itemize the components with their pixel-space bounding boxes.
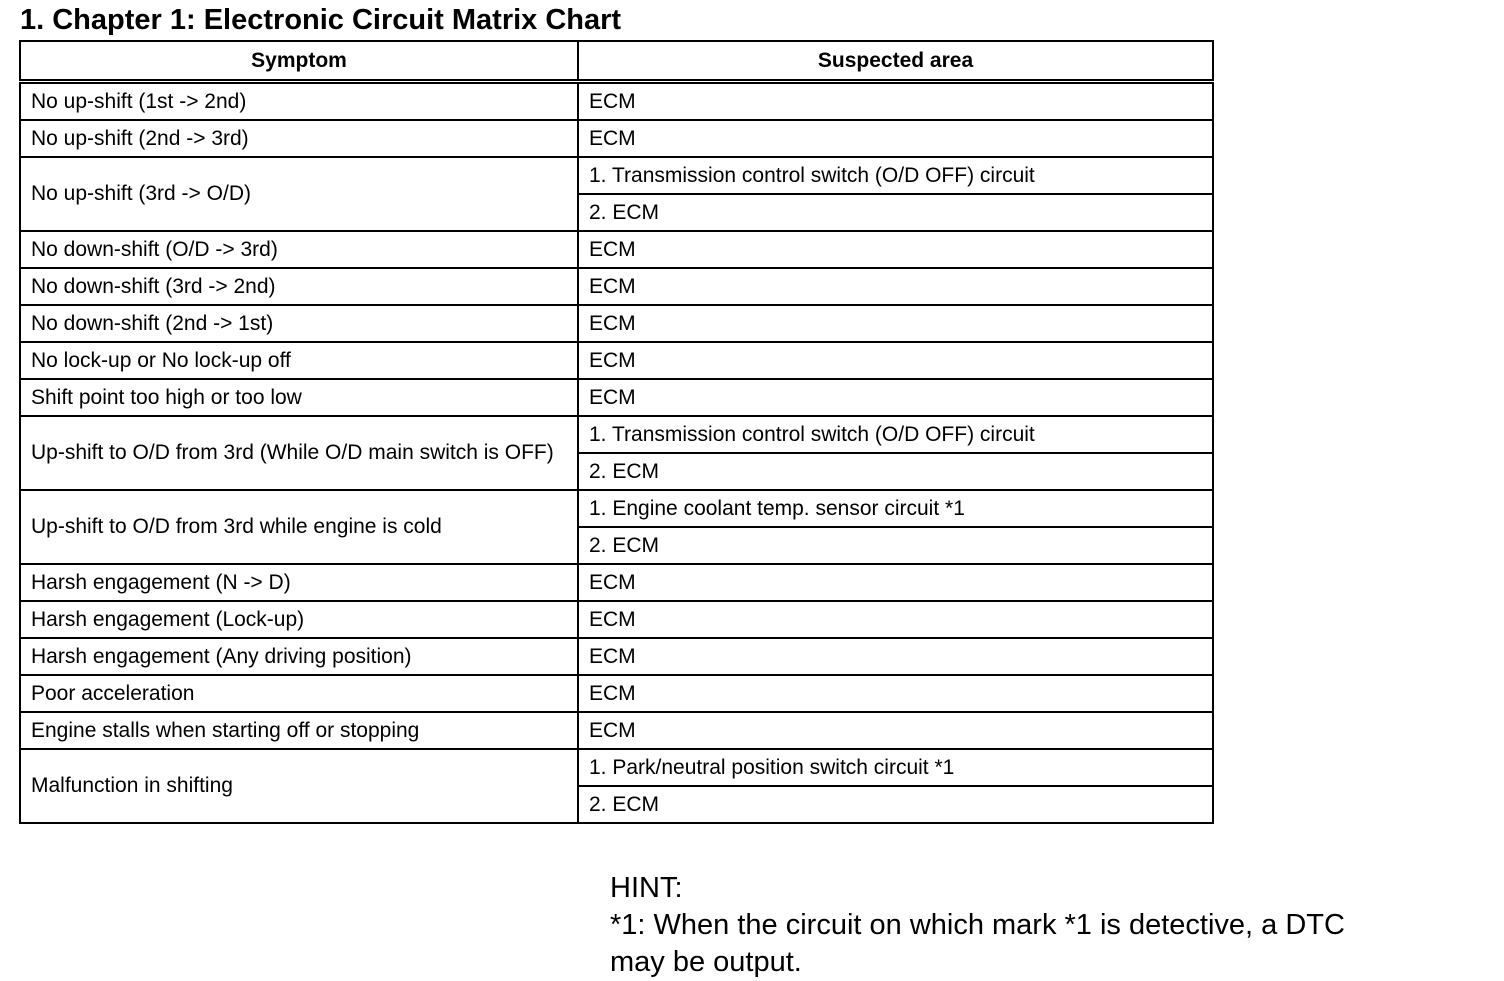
table-header-row bbox=[20, 41, 1213, 82]
table-row bbox=[20, 120, 1213, 157]
table-body bbox=[20, 82, 1213, 824]
table-row bbox=[20, 638, 1213, 675]
symptom-cell: Up-shift to O/D from 3rd while engine is cold bbox=[20, 490, 578, 564]
hint-note bbox=[610, 870, 1345, 981]
symptom-cell: Up-shift to O/D from 3rd (While O/D main switch is OFF) bbox=[20, 416, 578, 490]
symptom-cell: No up-shift (3rd -> O/D) bbox=[20, 157, 578, 231]
suspected-area-cell: 2. ECM bbox=[578, 194, 1213, 231]
hint-label: HINT: bbox=[610, 872, 683, 904]
hint-line-2: may be output. bbox=[610, 946, 802, 978]
suspected-area-cell: 1. Engine coolant temp. sensor circuit *1 bbox=[578, 490, 1213, 527]
table-row bbox=[20, 490, 1213, 527]
column-header-symptom: Symptom bbox=[20, 41, 578, 82]
symptom-cell: Harsh engagement (Any driving position) bbox=[20, 638, 578, 675]
suspected-area-cell: ECM bbox=[578, 120, 1213, 157]
symptom-cell: Shift point too high or too low bbox=[20, 379, 578, 416]
symptom-cell: No up-shift (2nd -> 3rd) bbox=[20, 120, 578, 157]
table-row bbox=[20, 416, 1213, 453]
table-row bbox=[20, 712, 1213, 749]
table-row bbox=[20, 82, 1213, 121]
symptom-cell: No up-shift (1st -> 2nd) bbox=[20, 82, 578, 121]
table-row bbox=[20, 268, 1213, 305]
table-row bbox=[20, 564, 1213, 601]
suspected-area-cell: 1. Park/neutral position switch circuit *1 bbox=[578, 749, 1213, 786]
symptom-cell: Harsh engagement (N -> D) bbox=[20, 564, 578, 601]
suspected-area-cell: ECM bbox=[578, 342, 1213, 379]
suspected-area-cell: ECM bbox=[578, 82, 1213, 121]
suspected-area-cell: ECM bbox=[578, 231, 1213, 268]
table-row bbox=[20, 231, 1213, 268]
suspected-area-cell: 2. ECM bbox=[578, 786, 1213, 823]
table-row bbox=[20, 379, 1213, 416]
page-title: 1. Chapter 1: Electronic Circuit Matrix Chart bbox=[20, 4, 622, 36]
hint-line-1: *1: When the circuit on which mark *1 is detective, a DTC bbox=[610, 909, 1345, 941]
table-row bbox=[20, 342, 1213, 379]
symptom-cell: No down-shift (3rd -> 2nd) bbox=[20, 268, 578, 305]
suspected-area-cell: ECM bbox=[578, 675, 1213, 712]
symptom-cell: No down-shift (2nd -> 1st) bbox=[20, 305, 578, 342]
suspected-area-cell: 1. Transmission control switch (O/D OFF) circuit bbox=[578, 157, 1213, 194]
table-row bbox=[20, 157, 1213, 194]
symptom-cell: Engine stalls when starting off or stopping bbox=[20, 712, 578, 749]
table-row bbox=[20, 749, 1213, 786]
column-header-suspected-area: Suspected area bbox=[578, 41, 1213, 82]
symptom-cell: Malfunction in shifting bbox=[20, 749, 578, 823]
suspected-area-cell: ECM bbox=[578, 268, 1213, 305]
table-row bbox=[20, 305, 1213, 342]
suspected-area-cell: ECM bbox=[578, 379, 1213, 416]
suspected-area-cell: 2. ECM bbox=[578, 453, 1213, 490]
suspected-area-cell: ECM bbox=[578, 638, 1213, 675]
table-row bbox=[20, 675, 1213, 712]
suspected-area-cell: ECM bbox=[578, 564, 1213, 601]
suspected-area-cell: 1. Transmission control switch (O/D OFF) circuit bbox=[578, 416, 1213, 453]
suspected-area-cell: ECM bbox=[578, 601, 1213, 638]
symptom-cell: Harsh engagement (Lock-up) bbox=[20, 601, 578, 638]
suspected-area-cell: ECM bbox=[578, 712, 1213, 749]
symptom-cell: No down-shift (O/D -> 3rd) bbox=[20, 231, 578, 268]
suspected-area-cell: ECM bbox=[578, 305, 1213, 342]
suspected-area-cell: 2. ECM bbox=[578, 527, 1213, 564]
matrix-table bbox=[19, 40, 1214, 824]
table-row bbox=[20, 601, 1213, 638]
symptom-cell: No lock-up or No lock-up off bbox=[20, 342, 578, 379]
symptom-cell: Poor acceleration bbox=[20, 675, 578, 712]
